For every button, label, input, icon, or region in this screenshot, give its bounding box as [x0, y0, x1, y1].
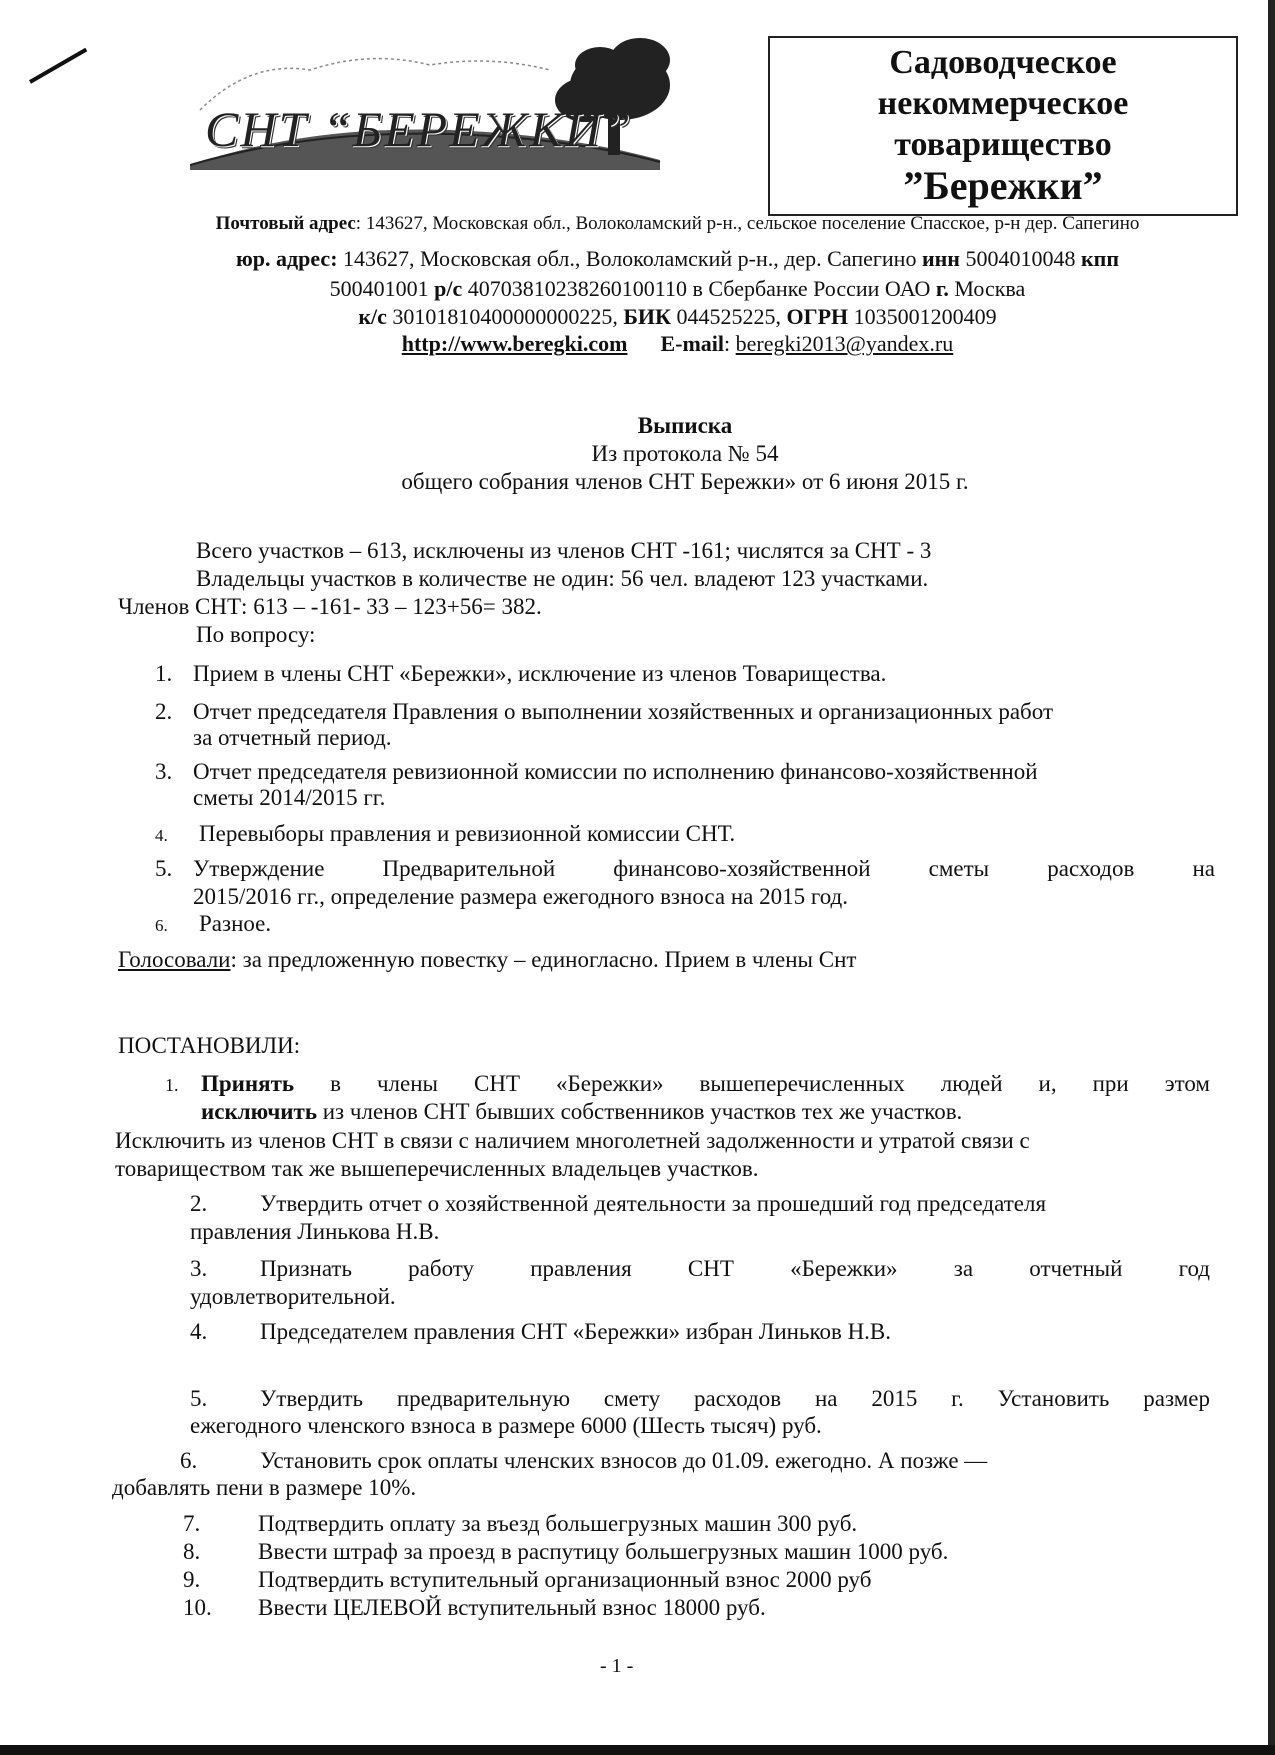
decision-item: 10. Ввести ЦЕЛЕВОЙ вступительный взнос 18000 руб.: [183, 1595, 766, 1620]
legal-address: [120, 245, 1235, 272]
bik-value: 044525225,: [671, 304, 787, 329]
rs-label: р/с: [434, 276, 463, 301]
city-label: г.: [935, 276, 949, 301]
decision-item-cont: добавлять пени в размере 10%.: [112, 1475, 417, 1500]
decision-item-cont: исключить из членов СНТ бывших собственников участков тех же участков.: [201, 1099, 963, 1124]
stats-owners: Владельцы участков в количестве не один: 56 чел. владеют 123 участками.: [196, 566, 929, 591]
stats-total: Всего участков – 613, исключены из членов СНТ -161; числятся за СНТ - 3: [196, 538, 932, 563]
exclude-line: товариществом так же вышеперечисленных владельцев участков.: [115, 1156, 759, 1181]
agenda-item-cont: 2015/2016 гг., определение размера ежегодного взноса на 2015 год.: [193, 884, 849, 909]
rs-value: 40703810238260100110 в Сбербанке России ОАО: [462, 276, 936, 301]
inn-label: инн: [921, 246, 960, 271]
decision-item: 9. Подтвердить вступительный организационный взнос 2000 руб: [183, 1567, 872, 1592]
voted-label: Голосовали: [118, 947, 231, 972]
pen-mark: [29, 48, 87, 84]
org-title-line1: Садоводческое: [889, 44, 1117, 81]
decision-item: 8. Ввести штраф за проезд в распутицу большегрузных машин 1000 руб.: [183, 1539, 949, 1564]
decision-item: 1. Принять в члены СНТ «Бережки» вышеперечисленных людей и, при этом: [165, 1071, 1210, 1096]
postal-value: : 143627, Московская обл., Волоколамский р-н., сельское поселение Спасское, р-н дер. Сапегино: [355, 213, 1140, 234]
voted-line: [118, 946, 856, 973]
scan-edge-right: [1268, 0, 1275, 1745]
legal-label: юр. адрес:: [235, 246, 338, 271]
agenda-item: 4. Перевыборы правления и ревизионной комиссии СНТ.: [155, 821, 736, 846]
decision-item: 3. Признать работу правления СНТ «Бережки» за отчетный год: [190, 1256, 1210, 1281]
agenda-item: 1. Прием в члены СНТ «Бережки», исключение из членов Товарищества.: [155, 661, 887, 686]
agenda-item-cont: за отчетный период.: [193, 725, 392, 750]
agenda-item: 3. Отчет председателя ревизионной комиссии по исполнению финансово-хозяйственной: [155, 759, 1038, 784]
bik-label: БИК: [623, 304, 671, 329]
decision-item: 5. Утвердить предварительную смету расходов на 2015 г. Установить размер: [190, 1386, 1210, 1411]
org-title-box: [768, 36, 1238, 216]
email-link[interactable]: beregki2013@yandex.ru: [735, 331, 954, 356]
city-value: Москва: [948, 276, 1026, 301]
org-title-line4: ”Бережки”: [903, 163, 1103, 208]
voted-text: : за предложенную повестку – единогласно. Прием в члены Снт: [230, 947, 857, 972]
decided-title: ПОСТАНОВИЛИ:: [118, 1033, 301, 1058]
bank-details: [120, 275, 1235, 302]
doc-subtitle: Из протокола № 54: [591, 441, 779, 466]
decision-item: 4. Председателем правления СНТ «Бережки» избран Линьков Н.В.: [190, 1319, 892, 1344]
decision-item-cont: удовлетворительной.: [190, 1284, 396, 1309]
doc-meeting-line: общего собрания членов СНТ Бережки» от 6 июня 2015 г.: [401, 469, 969, 494]
ogrn-label: ОГРН: [786, 304, 849, 329]
decision-item: 2. Утвердить отчет о хозяйственной деятельности за прошедший год председателя: [190, 1191, 1047, 1216]
scan-edge-bottom: [0, 1745, 1275, 1755]
ogrn-value: 1035001200409: [848, 304, 997, 329]
contacts: http://www.beregki.com E-mail: beregki2013@yandex.ru: [401, 331, 954, 356]
agenda-item: 2. Отчет председателя Правления о выполнении хозяйственных и организационных работ: [155, 699, 1053, 724]
agenda-item: 6. Разное.: [155, 911, 272, 936]
stats-question: По вопросу:: [196, 622, 316, 647]
stats-members: Членов СНТ: 613 – -161- 33 – 123+56= 382.: [118, 594, 542, 619]
page-number: - 1 -: [600, 1655, 634, 1677]
ks-label: к/с: [358, 304, 387, 329]
email-label: E-mail: [660, 331, 725, 356]
doc-title: Выписка: [637, 413, 733, 438]
website-link[interactable]: http://www.beregki.com: [401, 331, 628, 356]
agenda-item-cont: сметы 2014/2015 гг.: [193, 785, 386, 810]
postal-address: [120, 210, 1235, 237]
kpp-label: кпп: [1080, 246, 1120, 271]
decision-item-cont: правления Линькова Н.В.: [190, 1219, 440, 1244]
agenda-item: 5. Утверждение Предварительной финансово-хозяйственной сметы расходов на: [155, 856, 1215, 881]
ks-value: 30101810400000000225,: [386, 304, 624, 329]
inn-value: 5004010048: [959, 246, 1081, 271]
logo-text: СНТ “БЕРЕЖКИ”: [205, 101, 633, 157]
decision-item: 6. Установить срок оплаты членских взносов до 01.09. ежегодно. А позже —: [180, 1448, 988, 1473]
org-title-line3: товарищество: [894, 126, 1112, 163]
kpp-value: 500401001: [329, 276, 435, 301]
org-title-line2: некоммерческое: [877, 85, 1129, 122]
postal-label: Почтовый адрес: [215, 213, 356, 234]
decision-item: 7. Подтвердить оплату за въезд большегрузных машин 300 руб.: [183, 1511, 858, 1536]
bank-codes: [120, 303, 1235, 330]
legal-value: 143627, Московская обл., Волоколамский р-н., дер. Сапегино: [337, 246, 922, 271]
exclude-line: Исключить из членов СНТ в связи с наличием многолетней задолженности и утратой связи с: [115, 1128, 1030, 1153]
decision-item-cont: ежегодного членского взноса в размере 6000 (Шесть тысяч) руб.: [190, 1413, 822, 1438]
